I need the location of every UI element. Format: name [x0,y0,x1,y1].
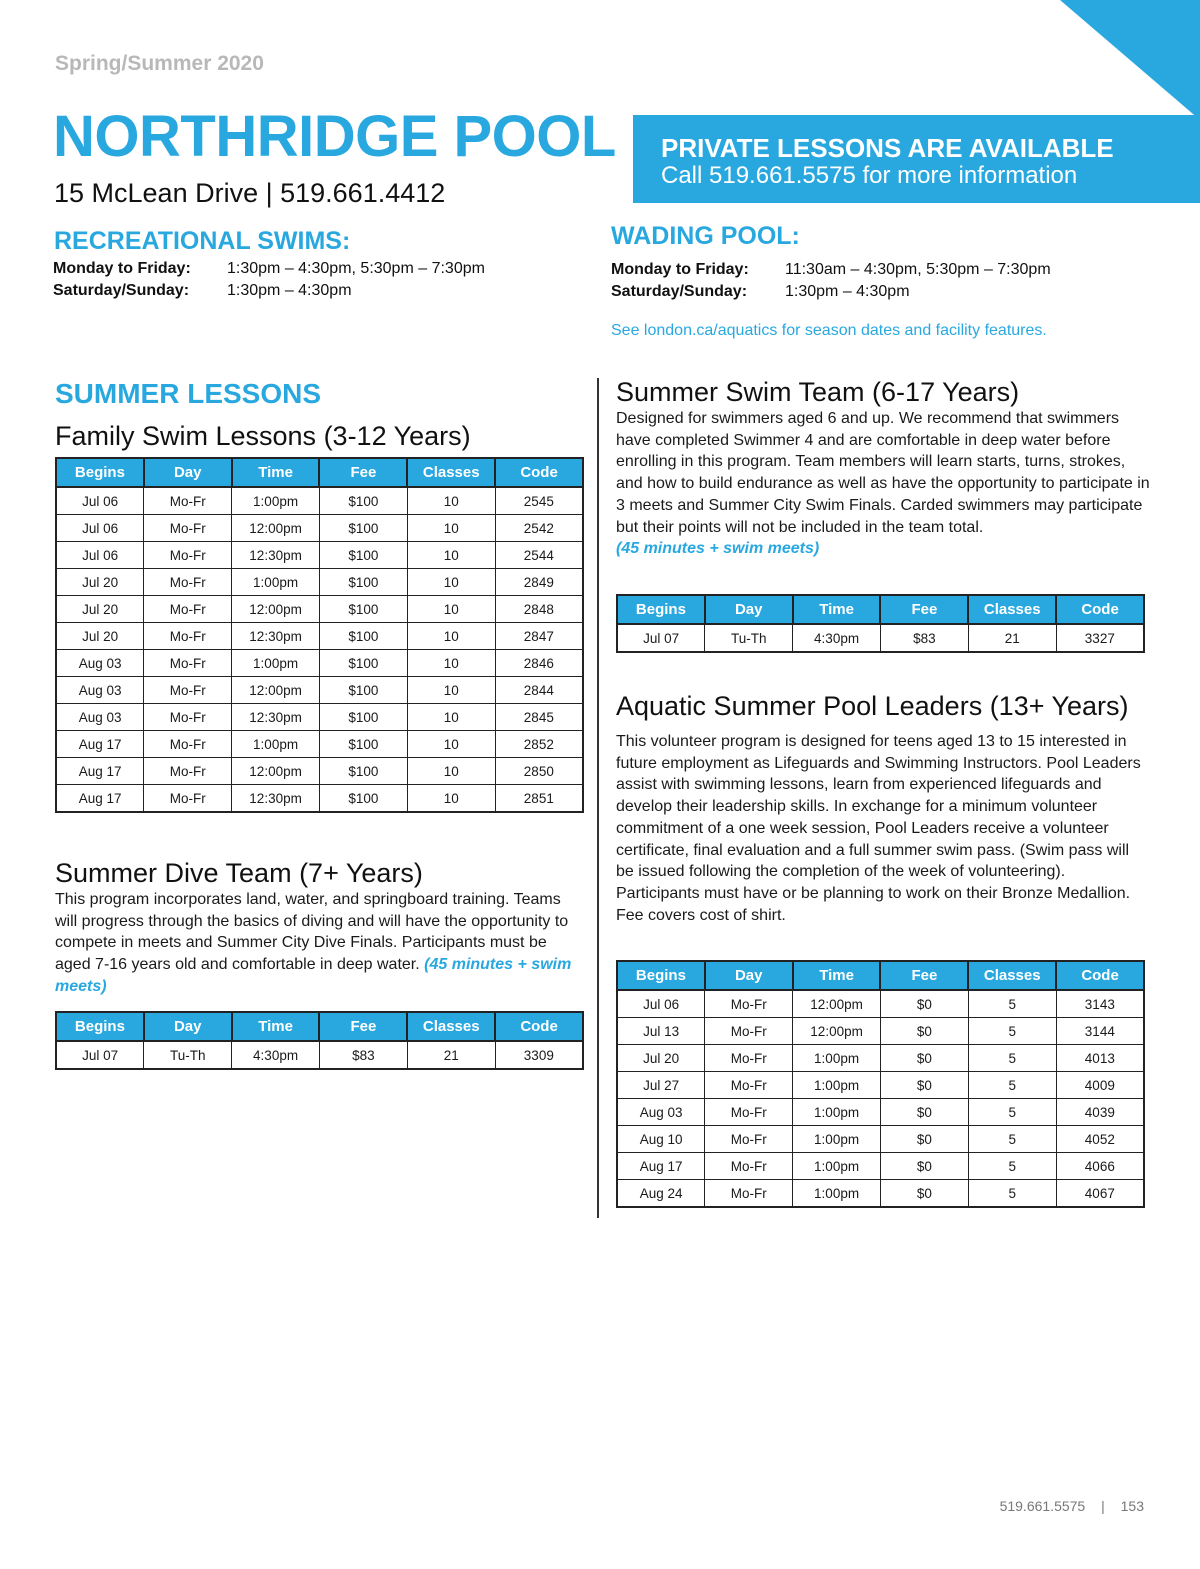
column-header: Fee [319,458,407,487]
schedule-label: Monday to Friday: [53,260,191,277]
table-cell: Mo-Fr [144,487,232,515]
table-header-row [56,1012,583,1041]
wading-heading: WADING POOL: [611,222,800,250]
table-cell: Mo-Fr [144,785,232,813]
table-row [56,487,583,515]
table-cell: Jul 06 [56,515,144,542]
swim-team-title: Summer Swim Team (6-17 Years) [616,377,1020,407]
table-cell: 4013 [1056,1045,1144,1072]
table-cell: 5 [968,1126,1056,1153]
table-row [56,731,583,758]
dive-team-description [55,889,580,998]
column-header: Day [705,595,793,624]
table-cell: Aug 17 [56,758,144,785]
table-cell: 4:30pm [793,624,881,652]
private-lessons-title: PRIVATE LESSONS ARE AVAILABLE [661,133,1114,163]
table-cell: Mo-Fr [705,1018,793,1045]
table-cell: $100 [319,650,407,677]
table-row [56,623,583,650]
column-header: Code [495,458,583,487]
table-cell: Mo-Fr [144,704,232,731]
table-cell: 5 [968,1045,1056,1072]
table-cell: 10 [407,487,495,515]
column-header: Classes [407,1012,495,1041]
table-cell: 2850 [495,758,583,785]
table-cell: 1:00pm [232,650,320,677]
table-cell: 10 [407,542,495,569]
column-header: Begins [56,458,144,487]
table-cell: Mo-Fr [144,515,232,542]
column-header: Begins [617,595,705,624]
table-cell: Aug 24 [617,1180,705,1208]
aquatics-link-note[interactable]: See london.ca/aquatics for season dates and facility features. [611,322,1047,339]
table-cell: 5 [968,1072,1056,1099]
table-cell: 12:30pm [232,704,320,731]
table-cell: 10 [407,731,495,758]
column-header: Time [793,961,881,990]
table-cell: $100 [319,623,407,650]
description-text: Designed for swimmers aged 6 and up. We recommend that swimmers have completed Swimmer 4 and are comfortable in deep water before enrolling in this program. Team members will learn starts, turns, strokes, and how to build endurance as well as have the opportunity to participate in 3 meets and Summer City Swim Finals. Carded swimmers may participate but their points will not be included in the team total. [616,410,1150,536]
footer-phone: 519.661.5575 [999,1498,1086,1514]
table-cell: 12:00pm [793,990,881,1018]
table-cell: $100 [319,758,407,785]
table-cell: Jul 07 [56,1041,144,1069]
table-cell: Mo-Fr [144,731,232,758]
table-row [617,990,1144,1018]
table-cell: Aug 10 [617,1126,705,1153]
pool-title: NORTHRIDGE POOL [53,104,616,169]
table-cell: 10 [407,785,495,813]
table-cell: 4066 [1056,1153,1144,1180]
corner-accent [1060,0,1200,120]
description-text: This program incorporates land, water, and springboard training. Teams will progress through the basics of diving and will have the opportunity to compete in meets and Summer City Dive Finals. Participants must be aged 7-16 years old and comfortable in deep water. [55,891,569,974]
table-row [56,785,583,813]
table-row [56,677,583,704]
table-cell: 2852 [495,731,583,758]
table-cell: 10 [407,596,495,623]
table-cell: Jul 20 [56,569,144,596]
table-cell: 10 [407,677,495,704]
table-cell: 12:30pm [232,785,320,813]
table-cell: 5 [968,990,1056,1018]
table-cell: 10 [407,515,495,542]
table-row [56,542,583,569]
schedule-value: 1:30pm – 4:30pm [227,282,352,299]
table-cell: $100 [319,704,407,731]
table-cell: $83 [319,1041,407,1069]
table-cell: 10 [407,704,495,731]
column-header: Code [1056,595,1144,624]
recreational-schedule [53,260,573,306]
table-row [617,1153,1144,1180]
schedule-label: Saturday/Sunday: [53,282,190,299]
table-cell: Jul 07 [617,624,705,652]
table-cell: Aug 17 [56,785,144,813]
table-cell: $0 [880,1018,968,1045]
footer-separator: | [1101,1498,1105,1514]
table-cell: Jul 13 [617,1018,705,1045]
family-lessons-table [55,457,584,813]
schedule-value: 1:30pm – 4:30pm [785,283,910,300]
table-cell: 1:00pm [793,1180,881,1208]
table-cell: 10 [407,758,495,785]
column-header: Fee [880,961,968,990]
private-lessons-subtitle: Call 519.661.5575 for more information [661,162,1078,189]
table-cell: 3144 [1056,1018,1144,1045]
dive-team-table [55,1011,584,1070]
schedule-label: Saturday/Sunday: [611,283,748,300]
table-cell: $100 [319,542,407,569]
table-cell: $0 [880,1072,968,1099]
table-cell: 4052 [1056,1126,1144,1153]
pool-address: 15 McLean Drive | 519.661.4412 [54,178,446,208]
table-cell: 12:00pm [793,1018,881,1045]
summer-lessons-heading: SUMMER LESSONS [55,378,322,409]
table-cell: 1:00pm [793,1099,881,1126]
column-header: Time [232,458,320,487]
schedule-value: 11:30am – 4:30pm, 5:30pm – 7:30pm [785,261,1051,278]
table-cell: 3327 [1056,624,1144,652]
column-header: Time [793,595,881,624]
table-cell: Mo-Fr [144,569,232,596]
season-label: Spring/Summer 2020 [55,52,264,75]
table-cell: Mo-Fr [144,623,232,650]
table-cell: Jul 06 [617,990,705,1018]
table-cell: $100 [319,785,407,813]
table-cell: $0 [880,990,968,1018]
table-cell: $0 [880,1099,968,1126]
table-cell: Jul 27 [617,1072,705,1099]
column-divider [597,378,599,1218]
table-cell: 4:30pm [232,1041,320,1069]
duration-emphasis: (45 minutes + swim meets) [616,540,820,558]
table-cell: Mo-Fr [705,1126,793,1153]
column-header: Begins [56,1012,144,1041]
table-cell: Mo-Fr [705,1099,793,1126]
pool-leaders-title: Aquatic Summer Pool Leaders (13+ Years) [616,691,1129,721]
table-row [617,1180,1144,1208]
swim-team-description [616,408,1156,560]
table-cell: 1:00pm [793,1153,881,1180]
table-row [56,515,583,542]
table-cell: 10 [407,623,495,650]
page-footer [1000,1498,1144,1514]
table-cell: 4009 [1056,1072,1144,1099]
table-cell: Jul 20 [56,596,144,623]
table-cell: 21 [968,624,1056,652]
pool-leaders-table [616,960,1145,1208]
table-cell: 2544 [495,542,583,569]
table-cell: 2846 [495,650,583,677]
table-cell: 2849 [495,569,583,596]
schedule-label: Monday to Friday: [611,261,749,278]
table-cell: 12:00pm [232,515,320,542]
table-cell: 1:00pm [232,487,320,515]
table-row [617,1018,1144,1045]
table-cell: Aug 03 [56,650,144,677]
table-cell: 3143 [1056,990,1144,1018]
table-cell: $0 [880,1180,968,1208]
table-cell: Jul 20 [56,623,144,650]
table-cell: Mo-Fr [144,650,232,677]
table-cell: Mo-Fr [705,1045,793,1072]
table-cell: Mo-Fr [705,1180,793,1208]
table-cell: 1:00pm [793,1072,881,1099]
table-cell: 2847 [495,623,583,650]
table-row [56,1041,583,1069]
table-cell: 12:00pm [232,596,320,623]
table-row [56,758,583,785]
table-row [617,624,1144,652]
table-cell: 12:00pm [232,677,320,704]
table-row [56,569,583,596]
table-cell: $100 [319,569,407,596]
column-header: Begins [617,961,705,990]
table-cell: $100 [319,596,407,623]
table-row [617,1045,1144,1072]
table-cell: 3309 [495,1041,583,1069]
family-lessons-title: Family Swim Lessons (3-12 Years) [55,421,471,451]
table-header-row [617,961,1144,990]
table-header-row [617,595,1144,624]
table-cell: $100 [319,731,407,758]
table-cell: $100 [319,677,407,704]
table-cell: Aug 03 [617,1099,705,1126]
table-cell: Mo-Fr [144,677,232,704]
table-cell: Jul 06 [56,487,144,515]
table-cell: $100 [319,515,407,542]
column-header: Day [705,961,793,990]
column-header: Time [232,1012,320,1041]
table-cell: $0 [880,1045,968,1072]
table-cell: Jul 20 [617,1045,705,1072]
page-number: 153 [1120,1498,1144,1514]
table-cell: 5 [968,1180,1056,1208]
table-cell: 5 [968,1099,1056,1126]
dive-team-title: Summer Dive Team (7+ Years) [55,858,423,888]
table-row [56,596,583,623]
table-cell: Aug 17 [617,1153,705,1180]
table-cell: Aug 17 [56,731,144,758]
column-header: Classes [968,595,1056,624]
table-cell: 2545 [495,487,583,515]
column-header: Fee [880,595,968,624]
table-cell: 4067 [1056,1180,1144,1208]
table-cell: 10 [407,569,495,596]
table-cell: 2851 [495,785,583,813]
table-cell: 12:30pm [232,542,320,569]
column-header: Code [1056,961,1144,990]
column-header: Classes [968,961,1056,990]
table-cell: Mo-Fr [705,990,793,1018]
table-cell: $0 [880,1153,968,1180]
table-cell: 1:00pm [232,731,320,758]
table-cell: 5 [968,1018,1056,1045]
table-cell: Aug 03 [56,677,144,704]
table-cell: $0 [880,1126,968,1153]
table-cell: 21 [407,1041,495,1069]
table-cell: $100 [319,487,407,515]
table-row [617,1126,1144,1153]
table-cell: Aug 03 [56,704,144,731]
wading-schedule [611,261,1171,307]
table-cell: 12:30pm [232,623,320,650]
table-cell: 1:00pm [793,1126,881,1153]
table-cell: Mo-Fr [144,596,232,623]
swim-team-table [616,594,1145,653]
table-cell: 4039 [1056,1099,1144,1126]
column-header: Fee [319,1012,407,1041]
table-row [617,1072,1144,1099]
table-header-row [56,458,583,487]
table-cell: Mo-Fr [705,1153,793,1180]
pool-leaders-description: This volunteer program is designed for teens aged 13 to 15 interested in future employment as Lifeguards and Swimming Instructors. Pool Leaders assist with swimming lessons, learn from experienced lifeguards and develop their leadership skills. In exchange for a minimum volunteer commitment of a one week session, Pool Leaders receive a volunteer certificate, final evaluation and a full summer swim pass. (Swim pass will be issued following the completion of the week of volunteering). Participants must have or be planning to work on their Bronze Medallion. Fee covers cost of shirt. [616,733,1141,924]
table-cell: Mo-Fr [144,542,232,569]
table-cell: Mo-Fr [705,1072,793,1099]
table-cell: Tu-Th [705,624,793,652]
table-row [617,1099,1144,1126]
table-cell: 2848 [495,596,583,623]
table-cell: Jul 06 [56,542,144,569]
table-cell: Tu-Th [144,1041,232,1069]
column-header: Day [144,458,232,487]
schedule-value: 1:30pm – 4:30pm, 5:30pm – 7:30pm [227,260,485,277]
table-row [56,650,583,677]
table-cell: $83 [880,624,968,652]
column-header: Day [144,1012,232,1041]
table-row [56,704,583,731]
private-lessons-banner [633,115,1200,203]
table-cell: Mo-Fr [144,758,232,785]
recreational-heading: RECREATIONAL SWIMS: [54,227,351,255]
column-header: Classes [407,458,495,487]
table-cell: 12:00pm [232,758,320,785]
table-cell: 1:00pm [232,569,320,596]
column-header: Code [495,1012,583,1041]
duration-emphasis: (45 minutes + swim meets) [55,956,572,995]
table-cell: 10 [407,650,495,677]
table-cell: 2844 [495,677,583,704]
table-cell: 1:00pm [793,1045,881,1072]
table-cell: 5 [968,1153,1056,1180]
table-cell: 2542 [495,515,583,542]
table-cell: 2845 [495,704,583,731]
